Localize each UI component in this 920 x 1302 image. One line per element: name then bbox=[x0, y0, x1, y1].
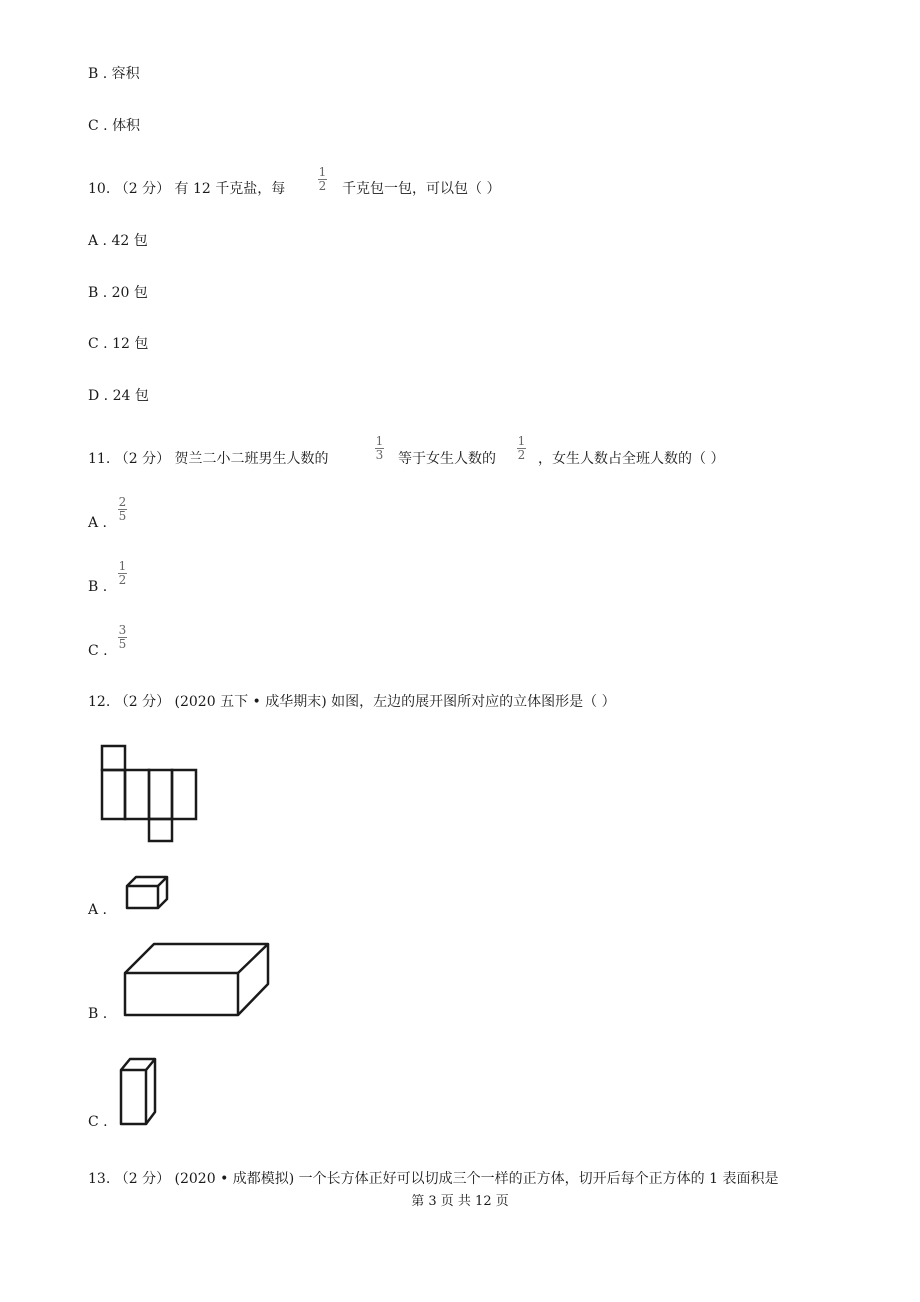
q10-fraction bbox=[318, 167, 327, 192]
q10-option-d: D . 24 包 bbox=[88, 388, 149, 404]
q11-frac1-num: 1 bbox=[375, 434, 384, 448]
flat-box-icon bbox=[122, 940, 272, 1020]
q11-fraction-1 bbox=[375, 436, 384, 461]
q11-middle: 等于女生人数的 bbox=[398, 451, 496, 467]
q11-option-b-num: 1 bbox=[118, 559, 127, 573]
q11-option-b-label: B . bbox=[88, 579, 108, 595]
q10-option-c: C . 12 包 bbox=[88, 336, 149, 352]
q12-option-a-label: A . bbox=[88, 902, 108, 918]
net-figure bbox=[98, 743, 202, 847]
q13-text: 13. （2 分） (2020 • 成都模拟) 一个长方体正好可以切成三个一样的正方体，切开后每个正方体的 1 表面积是 bbox=[88, 1171, 779, 1187]
q11-frac1-den: 3 bbox=[375, 448, 384, 462]
q11-option-b-den: 2 bbox=[118, 573, 127, 587]
q9-option-b: B . 容积 bbox=[88, 66, 140, 82]
q11-prefix: 11. （2 分） 贺兰二小二班男生人数的 bbox=[88, 451, 329, 467]
q11-option-a-num: 2 bbox=[118, 495, 127, 509]
q11-fraction-2 bbox=[517, 436, 526, 461]
q11-frac2-num: 1 bbox=[517, 434, 526, 448]
q12-text: 12. （2 分） (2020 五下 • 成华期末) 如图，左边的展开图所对应的立体图形是（ ） bbox=[88, 694, 616, 710]
q11-option-b-fraction bbox=[118, 561, 127, 586]
q11-option-c-fraction bbox=[118, 625, 127, 650]
q9-option-c: C . 体积 bbox=[88, 118, 141, 134]
q10-option-b: B . 20 包 bbox=[88, 285, 148, 301]
q11-option-a-fraction bbox=[118, 497, 127, 522]
q10-option-a: A . 42 包 bbox=[88, 233, 148, 249]
small-cube-icon bbox=[124, 874, 170, 912]
q10-frac-den: 2 bbox=[318, 179, 327, 193]
q10-frac-num: 1 bbox=[318, 165, 327, 179]
q11-option-c-num: 3 bbox=[118, 623, 127, 637]
q11-option-c-den: 5 bbox=[118, 637, 127, 651]
q11-option-c-label: C . bbox=[88, 643, 108, 659]
q11-option-a-den: 5 bbox=[118, 509, 127, 523]
tall-box-icon bbox=[118, 1056, 160, 1128]
q10-suffix: 千克包一包，可以包（ ） bbox=[342, 181, 501, 197]
page-footer: 第 3 页 共 12 页 bbox=[411, 1194, 509, 1209]
q11-option-a-label: A . bbox=[88, 515, 108, 531]
q11-frac2-den: 2 bbox=[517, 448, 526, 462]
q11-suffix: ，女生人数占全班人数的（ ） bbox=[538, 451, 725, 467]
q12-option-c-label: C . bbox=[88, 1114, 108, 1130]
q12-option-b-label: B . bbox=[88, 1006, 108, 1022]
q10-prefix: 10. （2 分） 有 12 千克盐，每 bbox=[88, 181, 286, 197]
